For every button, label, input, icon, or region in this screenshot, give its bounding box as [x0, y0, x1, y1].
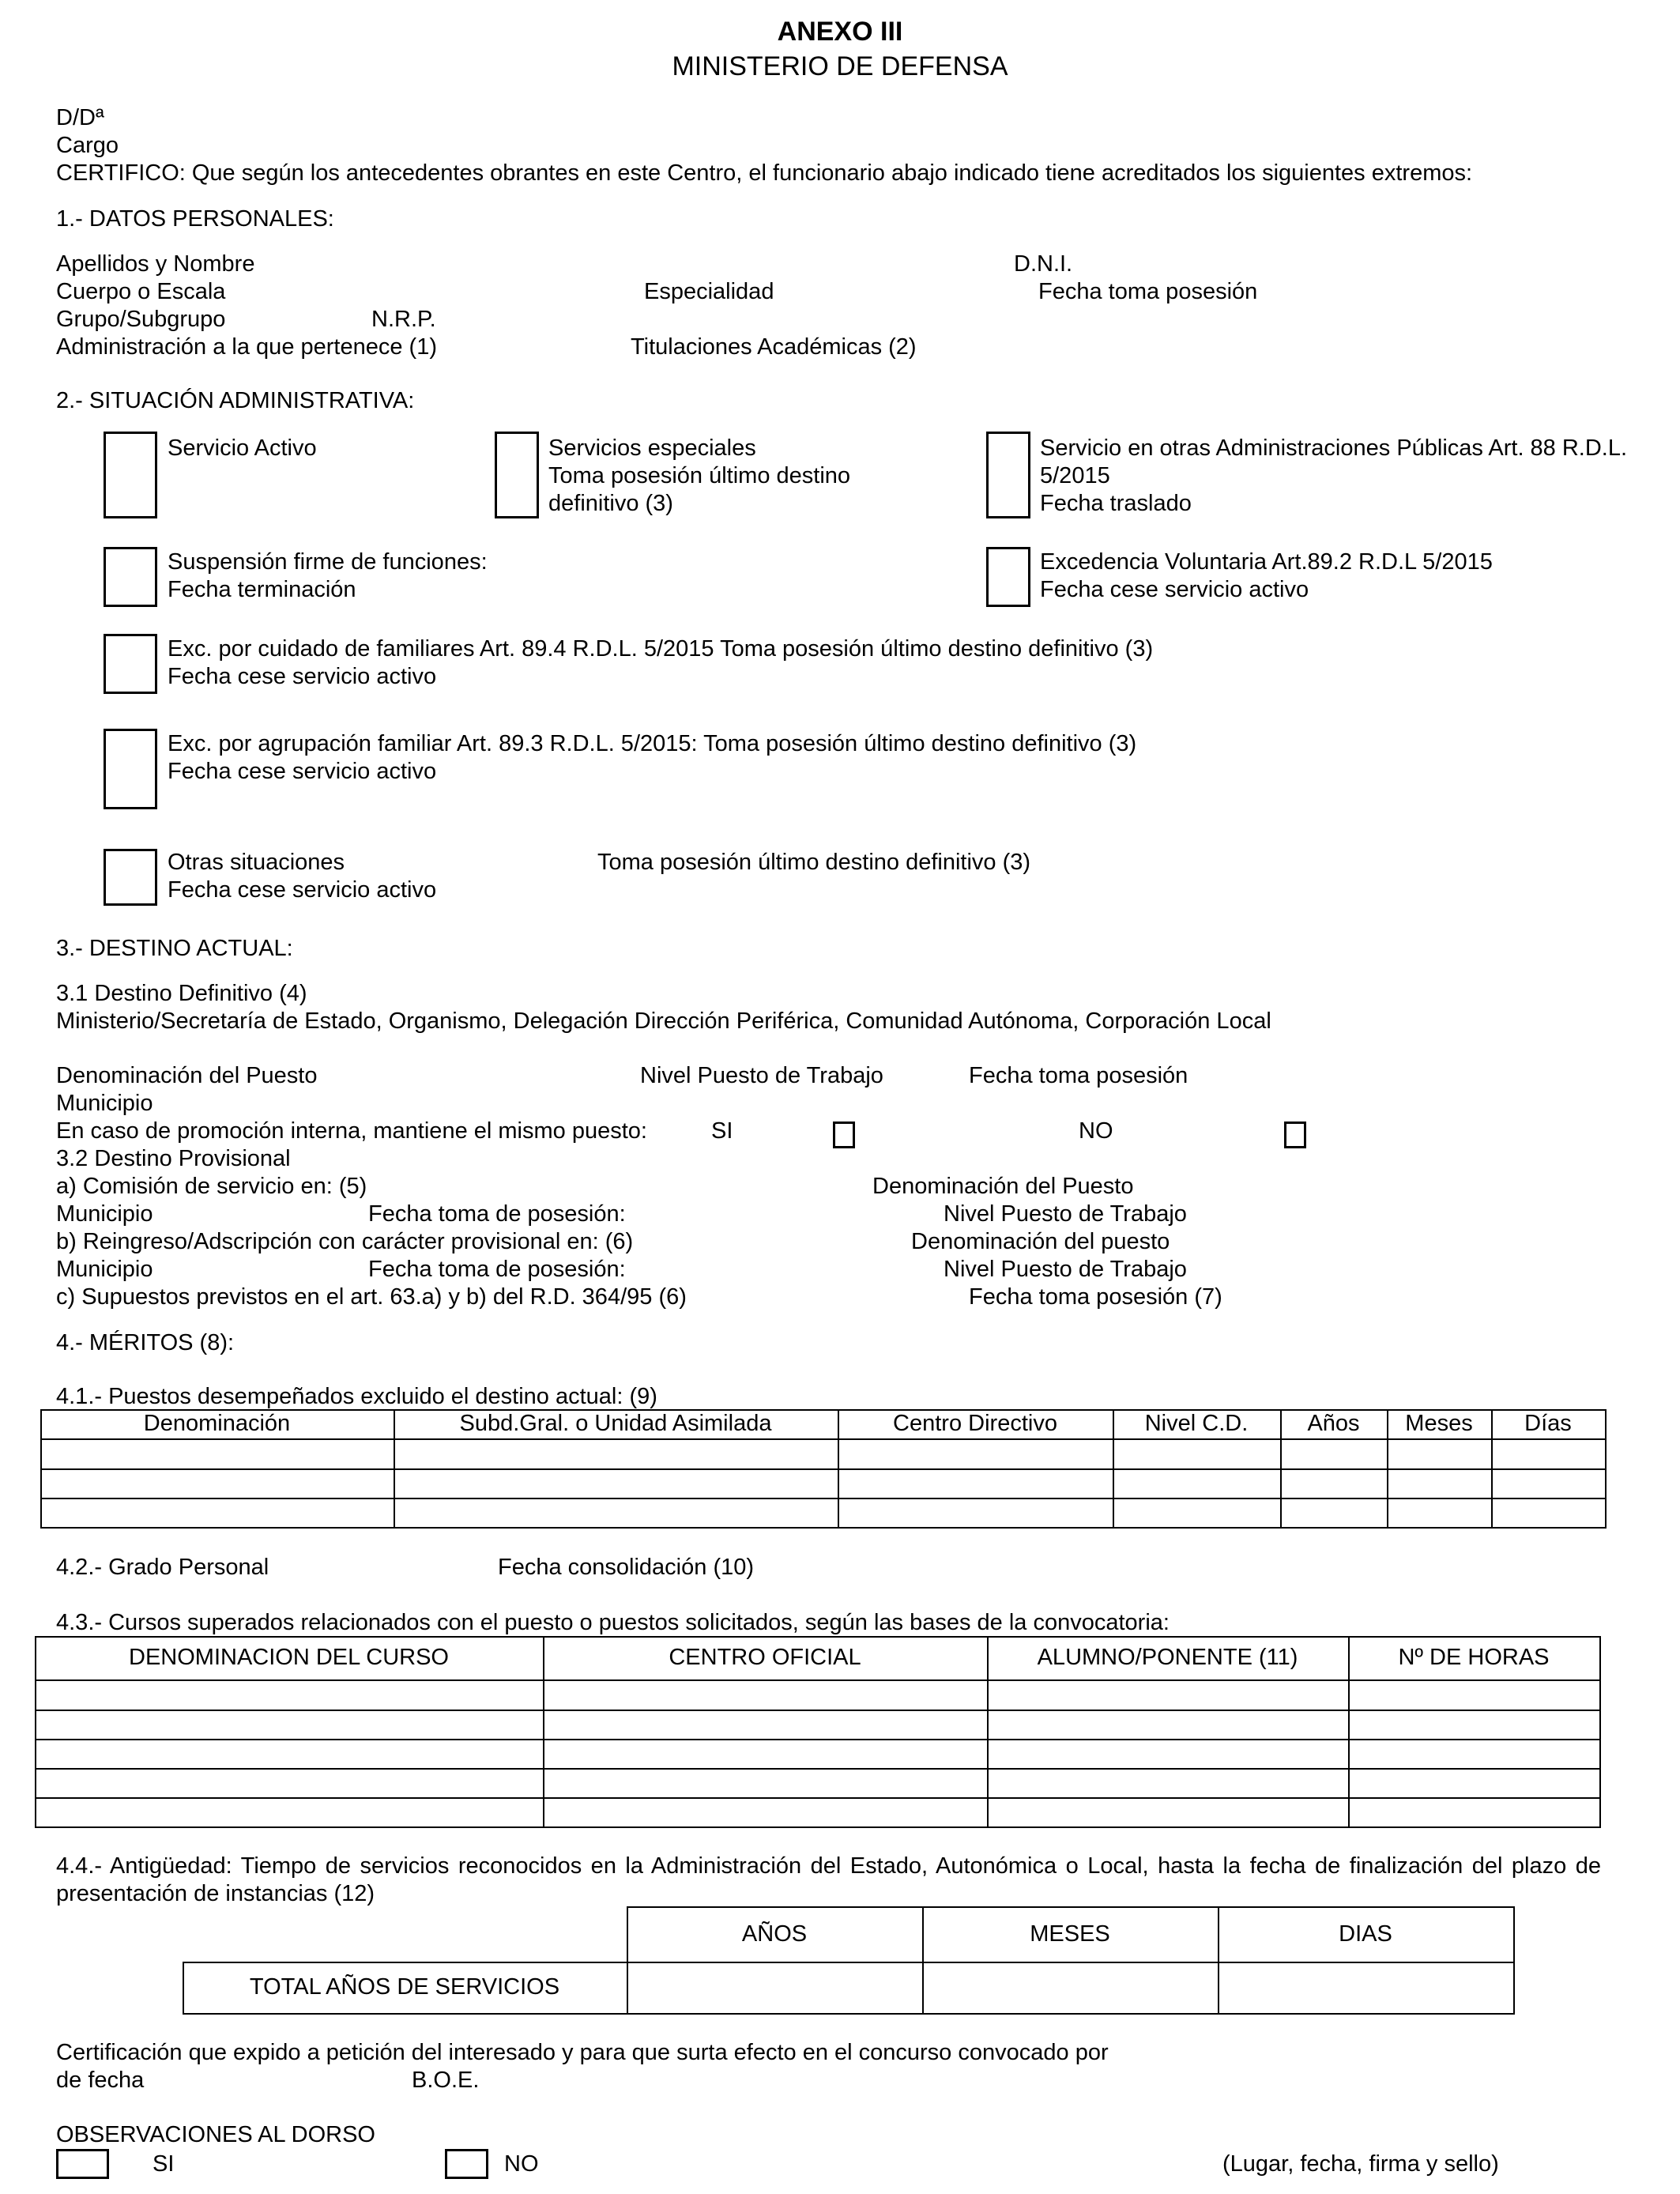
table1-header-meses: Meses: [1405, 1411, 1473, 1436]
especiales-label-3: definitivo (3): [548, 491, 673, 516]
table2-header-curso: DENOMINACION DEL CURSO: [129, 1645, 449, 1670]
de-fecha-label: de fecha: [56, 2068, 145, 2093]
checkbox-exc-cuidado-familiares[interactable]: [104, 634, 157, 694]
exc-agr-label-2: Fecha cese servicio activo: [168, 759, 437, 784]
observaciones-label: OBSERVACIONES AL DORSO: [56, 2122, 375, 2147]
section-2-title: 2.- SITUACIÓN ADMINISTRATIVA:: [56, 388, 415, 413]
table2-header-horas: Nº DE HORAS: [1398, 1645, 1550, 1670]
table1-header-nivel: Nivel C.D.: [1144, 1411, 1249, 1436]
table1-header-dias: Días: [1524, 1411, 1572, 1436]
fecha-toma-posesion-label: Fecha toma posesión: [969, 1063, 1188, 1088]
dni-label: D.N.I.: [1014, 251, 1073, 277]
checkbox-promocion-no[interactable]: [1284, 1122, 1306, 1148]
checkbox-otras-situaciones[interactable]: [104, 849, 157, 906]
comision-servicio-label: a) Comisión de servicio en: (5): [56, 1174, 367, 1199]
nivel-puesto-label: Nivel Puesto de Trabajo: [640, 1063, 883, 1088]
destino-definitivo-title: 3.1 Destino Definitivo (4): [56, 981, 307, 1006]
observaciones-si-label: SI: [153, 2151, 175, 2177]
table2-header-centro: CENTRO OFICIAL: [669, 1645, 861, 1670]
otras-adm-label-3: Fecha traslado: [1040, 491, 1192, 516]
exc-cuid-label-2: Fecha cese servicio activo: [168, 664, 437, 689]
a-fecha-toma-label: Fecha toma de posesión:: [368, 1201, 626, 1227]
checkbox-otras-administraciones[interactable]: [986, 432, 1030, 518]
grado-personal-label: 4.2.- Grado Personal: [56, 1555, 269, 1580]
administracion-label: Administración a la que pertenece (1): [56, 334, 437, 360]
puestos-desempenados-title: 4.1.- Puestos desempeñados excluido el destino actual: (9): [56, 1384, 657, 1409]
destino-provisional-title: 3.2 Destino Provisional: [56, 1146, 291, 1171]
c-fecha-toma-label: Fecha toma posesión (7): [969, 1284, 1222, 1310]
b-municipio-label: Municipio: [56, 1257, 153, 1282]
certificacion-text: Certificación que expido a petición del interesado y para que surta efecto en el concurso convocado por: [56, 2040, 1109, 2065]
municipio-label: Municipio: [56, 1091, 153, 1116]
apellidos-label: Apellidos y Nombre: [56, 251, 255, 277]
table1-header-anos: Años: [1307, 1411, 1360, 1436]
especiales-label-2: Toma posesión último destino: [548, 463, 851, 488]
otras-toma-label: Toma posesión último destino definitivo (3): [597, 850, 1031, 875]
checkbox-observaciones-si[interactable]: [56, 2149, 109, 2179]
table3-header-dias: DIAS: [1339, 1921, 1392, 1947]
checkbox-promocion-si[interactable]: [833, 1122, 855, 1148]
table1-header-centro: Centro Directivo: [893, 1411, 1057, 1436]
denominacion-puesto-label: Denominación del Puesto: [56, 1063, 318, 1088]
checkbox-exc-agrupacion-familiar[interactable]: [104, 729, 157, 809]
promocion-interna-label: En caso de promoción interna, mantiene el mismo puesto:: [56, 1118, 647, 1144]
observaciones-no-label: NO: [504, 2151, 539, 2177]
especiales-label-1: Servicios especiales: [548, 435, 756, 461]
checkbox-servicios-especiales[interactable]: [495, 432, 539, 518]
exc-vol-label-1: Excedencia Voluntaria Art.89.2 R.D.L 5/2015: [1040, 549, 1493, 575]
destino-definitivo-line: Ministerio/Secretaría de Estado, Organismo, Delegación Dirección Periférica, Comunidad Autónoma, Corporación Local: [56, 1008, 1271, 1034]
otras-label-2: Fecha cese servicio activo: [168, 877, 437, 903]
a-denominacion-label: Denominación del Puesto: [872, 1174, 1134, 1199]
suspension-label-1: Suspensión firme de funciones:: [168, 549, 488, 575]
cursos-title: 4.3.- Cursos superados relacionados con el puesto o puestos solicitados, según las bases de la convocatoria:: [56, 1610, 1170, 1635]
section-4-title: 4.- MÉRITOS (8):: [56, 1330, 235, 1355]
table1-header-subd: Subd.Gral. o Unidad Asimilada: [459, 1411, 772, 1436]
otras-adm-label-2: 5/2015: [1040, 463, 1110, 488]
section-1-title: 1.- DATOS PERSONALES:: [56, 206, 334, 232]
exc-cuid-label-1: Exc. por cuidado de familiares Art. 89.4 R.D.L. 5/2015 Toma posesión último destino definitivo (3): [168, 636, 1154, 662]
section-3-title: 3.- DESTINO ACTUAL:: [56, 936, 293, 961]
titulaciones-label: Titulaciones Académicas (2): [631, 334, 917, 360]
b-denominacion-label: Denominación del puesto: [911, 1229, 1170, 1254]
checkbox-servicio-activo[interactable]: [104, 432, 157, 518]
table3-header-meses: MESES: [1030, 1921, 1110, 1947]
supuestos-label: c) Supuestos previstos en el art. 63.a) y b) del R.D. 364/95 (6): [56, 1284, 687, 1310]
cuerpo-label: Cuerpo o Escala: [56, 279, 226, 304]
checkbox-observaciones-no[interactable]: [445, 2149, 488, 2179]
grupo-label: Grupo/Subgrupo: [56, 307, 226, 332]
checkbox-excedencia-voluntaria[interactable]: [986, 547, 1030, 607]
annex-title: ANEXO III: [777, 17, 903, 47]
fecha-toma-label: Fecha toma posesión: [1038, 279, 1258, 304]
cargo-label: Cargo: [56, 133, 119, 158]
antiguedad-text: 4.4.- Antigüedad: Tiempo de servicios reconocidos en la Administración del Estado, Autonómica o Local, hasta la fecha de finalización del plazo de presentación de instancias (12): [56, 1853, 1601, 1906]
nrp-label: N.R.P.: [371, 307, 436, 332]
reingreso-label: b) Reingreso/Adscripción con carácter provisional en: (6): [56, 1229, 634, 1254]
b-fecha-toma-label: Fecha toma de posesión:: [368, 1257, 626, 1282]
certifico-text: CERTIFICO: Que según los antecedentes obrantes en este Centro, el funcionario abajo indicado tiene acreditados los siguientes extremos:: [56, 160, 1473, 186]
a-nivel-label: Nivel Puesto de Trabajo: [944, 1201, 1187, 1227]
table3-header-anos: AÑOS: [741, 1921, 808, 1947]
boe-label: B.O.E.: [412, 2068, 480, 2093]
promocion-si-label: SI: [711, 1118, 733, 1144]
dd-label: D/Dª: [56, 105, 104, 130]
especialidad-label: Especialidad: [644, 279, 774, 304]
otras-adm-label-1: Servicio en otras Administraciones Públicas Art. 88 R.D.L.: [1040, 435, 1628, 461]
b-nivel-label: Nivel Puesto de Trabajo: [944, 1257, 1187, 1282]
table2-header-alumno: ALUMNO/PONENTE (11): [1037, 1645, 1298, 1670]
lugar-fecha-firma-label: (Lugar, fecha, firma y sello): [1222, 2151, 1499, 2177]
promocion-no-label: NO: [1079, 1118, 1113, 1144]
suspension-label-2: Fecha terminación: [168, 577, 356, 602]
exc-vol-label-2: Fecha cese servicio activo: [1040, 577, 1309, 602]
ministry-title: MINISTERIO DE DEFENSA: [672, 51, 1008, 81]
fecha-consolidacion-label: Fecha consolidación (10): [498, 1555, 755, 1580]
otras-label-1: Otras situaciones: [168, 850, 345, 875]
a-municipio-label: Municipio: [56, 1201, 153, 1227]
table1-header-denominacion: Denominación: [143, 1411, 291, 1436]
exc-agr-label-1: Exc. por agrupación familiar Art. 89.3 R.D.L. 5/2015: Toma posesión último destino definitivo (3): [168, 731, 1137, 756]
checkbox-suspension[interactable]: [104, 547, 157, 607]
servicio-activo-label: Servicio Activo: [168, 435, 317, 461]
total-anos-servicios-label: TOTAL AÑOS DE SERVICIOS: [249, 1974, 560, 2000]
